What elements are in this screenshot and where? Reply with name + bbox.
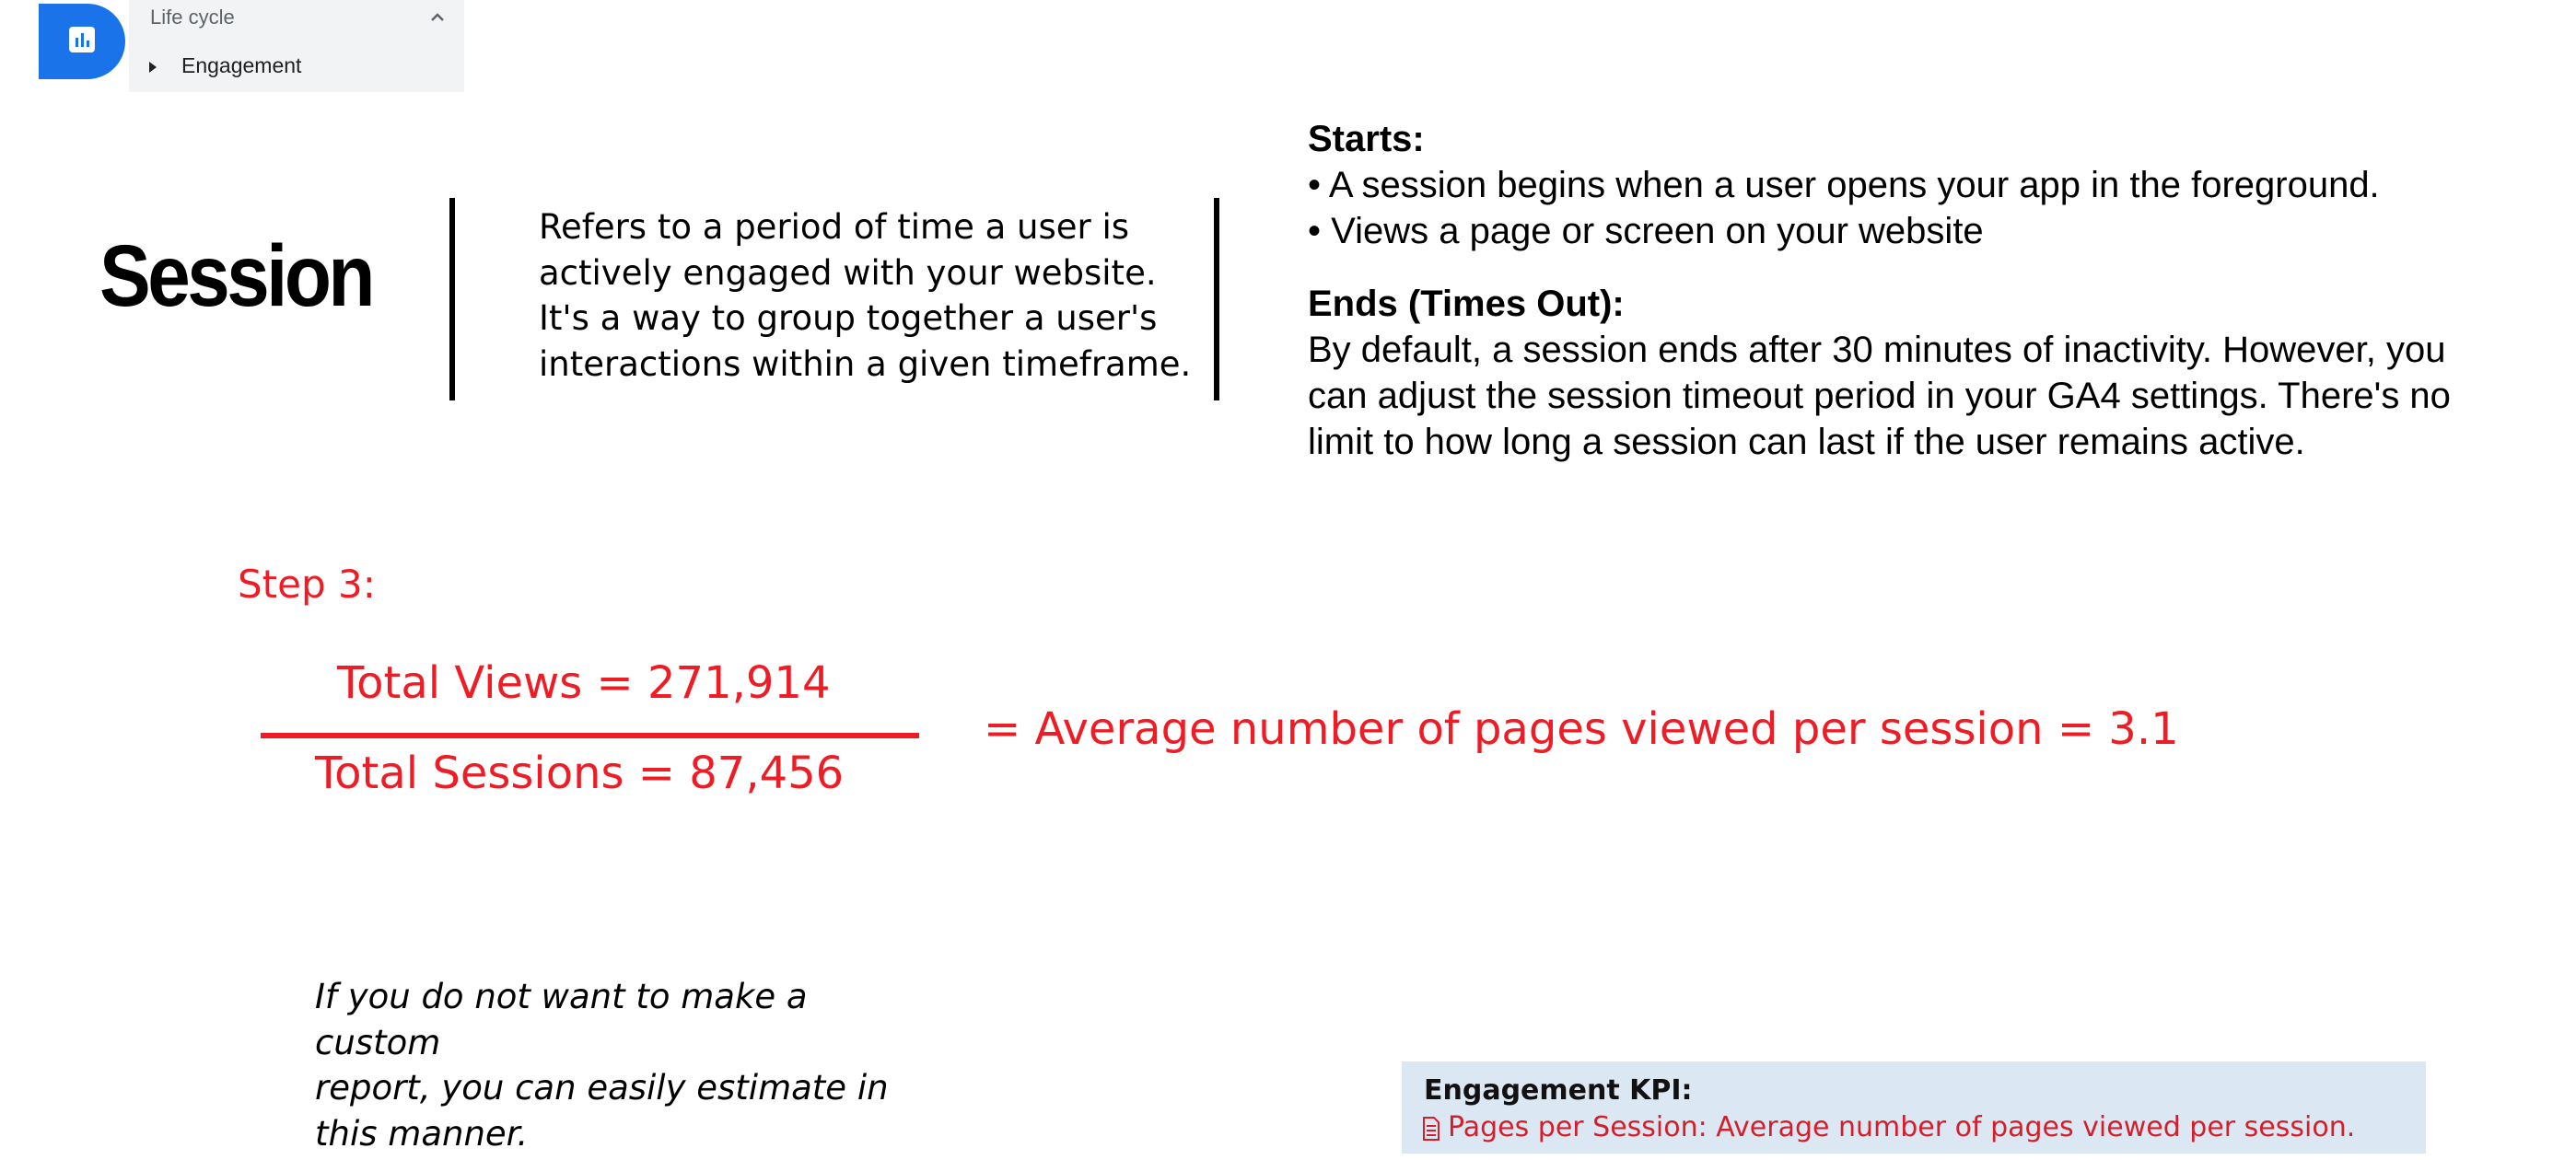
- kpi-item: [1422, 1111, 2355, 1143]
- note-line: If you do not want to make a custom: [315, 977, 808, 1062]
- nav-item-engagement[interactable]: Engagement: [181, 53, 302, 77]
- document-icon: [1422, 1116, 1440, 1140]
- starts-item: • Views a page or screen on your website: [1308, 211, 1984, 251]
- session-details: [1308, 116, 2560, 465]
- ends-line: limit to how long a session can last if the user remains active.: [1308, 422, 2305, 462]
- formula-denominator: Total Sessions = 87,456: [315, 748, 845, 799]
- estimate-note: [315, 974, 941, 1156]
- starts-heading: Starts:: [1308, 119, 1425, 159]
- step-3-label: Step 3:: [238, 562, 376, 607]
- reports-nav-button[interactable]: [39, 4, 125, 79]
- triangle-right-icon[interactable]: [147, 60, 158, 75]
- starts-item: • A session begins when a user opens your app in the foreground.: [1308, 165, 2380, 205]
- formula-numerator: Total Views = 271,914: [337, 657, 831, 709]
- definition-line: It's a way to group together a user's: [539, 298, 1158, 338]
- vertical-divider: [449, 198, 455, 400]
- session-definition: [539, 204, 1202, 387]
- bar-chart-icon: [67, 25, 97, 58]
- chevron-up-icon[interactable]: [427, 7, 448, 28]
- fraction-bar: [261, 733, 919, 738]
- session-heading: Session: [99, 227, 372, 325]
- ends-heading: Ends (Times Out):: [1308, 284, 1625, 324]
- definition-line: actively engaged with your website.: [539, 252, 1157, 293]
- formula-result: = Average number of pages viewed per session = 3.1: [984, 703, 2179, 755]
- kpi-title: Engagement KPI:: [1424, 1074, 1693, 1107]
- kpi-text: Pages per Session: Average number of pages viewed per session.: [1448, 1111, 2356, 1143]
- note-line: this manner.: [315, 1113, 529, 1154]
- definition-line: Refers to a period of time a user is: [539, 207, 1130, 247]
- definition-line: interactions within a given timeframe.: [539, 343, 1192, 384]
- ends-line: By default, a session ends after 30 minutes of inactivity. However, you: [1308, 330, 2446, 370]
- nav-section-life-cycle[interactable]: Life cycle: [150, 6, 235, 29]
- vertical-divider: [1214, 198, 1219, 400]
- note-line: report, you can easily estimate in: [315, 1068, 889, 1108]
- ends-line: can adjust the session timeout period in your GA4 settings. There's no: [1308, 376, 2451, 416]
- engagement-kpi-box: [1402, 1061, 2426, 1154]
